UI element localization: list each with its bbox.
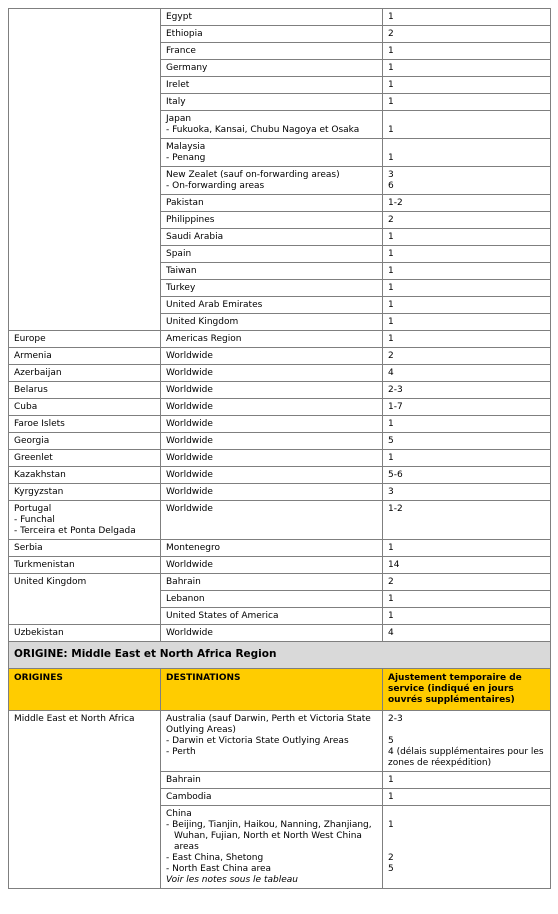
adjustment-cell bbox=[383, 365, 551, 382]
destination-cell bbox=[161, 540, 383, 557]
cell-text: 1 bbox=[388, 334, 394, 344]
cell-text: - Terceira et Ponta Delgada bbox=[14, 526, 136, 536]
destination-cell bbox=[161, 139, 383, 167]
adjustment-cell bbox=[383, 711, 551, 772]
cell-text: Bahrain bbox=[166, 577, 201, 587]
cell-text: 2 bbox=[388, 577, 394, 587]
header-adjustment: Ajustement temporaire de service (indiqué en jours ouvrés supplémentaires) bbox=[383, 669, 551, 711]
cell-text: 1 bbox=[388, 266, 394, 276]
cell-text: Cuba bbox=[14, 402, 38, 412]
header-origins: ORIGINES bbox=[9, 669, 161, 711]
cell-text: 3 bbox=[388, 170, 394, 180]
cell-text: New Zealet (sauf on-forwarding areas) bbox=[166, 170, 340, 180]
cell-text: 1 bbox=[388, 453, 394, 463]
spacer bbox=[388, 842, 545, 853]
adjustment-cell bbox=[383, 625, 551, 642]
cell-text: Worldwide bbox=[166, 504, 213, 514]
destination-cell bbox=[161, 60, 383, 77]
destination-cell bbox=[161, 608, 383, 625]
cell-text: 5 bbox=[388, 864, 394, 874]
cell-text: 1 bbox=[388, 792, 394, 802]
origin-cell bbox=[9, 540, 161, 557]
destination-cell bbox=[161, 416, 383, 433]
table-row bbox=[9, 348, 551, 365]
cell-text: 1 bbox=[388, 97, 394, 107]
cell-text: Worldwide bbox=[166, 419, 213, 429]
destination-cell bbox=[161, 246, 383, 263]
adjustment-cell bbox=[383, 212, 551, 229]
cell-text: 14 bbox=[388, 560, 400, 570]
table-row bbox=[9, 711, 551, 772]
adjustment-cell bbox=[383, 450, 551, 467]
cell-text: - Fukuoka, Kansai, Chubu Nagoya et Osaka bbox=[166, 125, 360, 135]
destination-cell bbox=[161, 263, 383, 280]
cell-text: - Darwin et Victoria State Outlying Areas bbox=[166, 736, 349, 746]
spacer bbox=[388, 809, 545, 820]
cell-text: Worldwide bbox=[166, 436, 213, 446]
cell-text: Spain bbox=[166, 249, 192, 259]
cell-text: 1 bbox=[388, 820, 394, 830]
adjustment-cell bbox=[383, 26, 551, 43]
origin-cell bbox=[9, 557, 161, 574]
cell-text: 1 bbox=[388, 63, 394, 73]
destination-cell bbox=[161, 229, 383, 246]
cell-text: 1-2 bbox=[388, 504, 403, 514]
adjustment-cell bbox=[383, 229, 551, 246]
cell-text: 1 bbox=[388, 611, 394, 621]
cell-text: 4 (délais supplémentaires pour les zones de réexpédition) bbox=[388, 747, 544, 768]
table-row bbox=[9, 450, 551, 467]
destination-cell bbox=[161, 806, 383, 889]
destination-cell bbox=[161, 94, 383, 111]
cell-text: Kazakhstan bbox=[14, 470, 66, 480]
destination-cell bbox=[161, 484, 383, 501]
cell-text: 2-3 bbox=[388, 714, 403, 724]
origin-cell bbox=[9, 625, 161, 642]
adjustment-cell bbox=[383, 297, 551, 314]
table-row bbox=[9, 382, 551, 399]
cell-text: Australia (sauf Darwin, Perth et Victoria State Outlying Areas) bbox=[166, 714, 371, 735]
adjustment-cell bbox=[383, 9, 551, 26]
cell-text: - On-forwarding areas bbox=[166, 181, 265, 191]
adjustment-cell bbox=[383, 77, 551, 94]
table-row bbox=[9, 331, 551, 348]
destination-cell bbox=[161, 26, 383, 43]
table-row bbox=[9, 557, 551, 574]
spacer bbox=[388, 725, 545, 736]
cell-text: Armenia bbox=[14, 351, 52, 361]
service-adjustment-table bbox=[8, 8, 551, 889]
cell-text: Portugal bbox=[14, 504, 52, 514]
adjustment-cell bbox=[383, 540, 551, 557]
cell-text: Uzbekistan bbox=[14, 628, 64, 638]
cell-text: 1 bbox=[388, 317, 394, 327]
cell-text: 1 bbox=[388, 125, 394, 135]
cell-text: Worldwide bbox=[166, 351, 213, 361]
origin-cell bbox=[9, 574, 161, 625]
destination-cell bbox=[161, 382, 383, 399]
adjustment-cell bbox=[383, 399, 551, 416]
cell-text: Turkmenistan bbox=[14, 560, 75, 570]
origin-cell bbox=[9, 365, 161, 382]
cell-text: Italy bbox=[166, 97, 186, 107]
adjustment-cell bbox=[383, 557, 551, 574]
cell-text: 4 bbox=[388, 368, 394, 378]
cell-text: 6 bbox=[388, 181, 394, 191]
cell-text: Germany bbox=[166, 63, 208, 73]
cell-text: Faroe Islets bbox=[14, 419, 65, 429]
cell-text: Japan bbox=[166, 114, 192, 124]
origin-cell bbox=[9, 433, 161, 450]
destination-cell bbox=[161, 501, 383, 540]
cell-text: 1 bbox=[388, 283, 394, 293]
cell-text: Egypt bbox=[166, 12, 192, 22]
cell-text: China bbox=[166, 809, 192, 819]
cell-text: 1 bbox=[388, 419, 394, 429]
cell-text: Worldwide bbox=[166, 453, 213, 463]
cell-text: Malaysia bbox=[166, 142, 206, 152]
origin-cell bbox=[9, 501, 161, 540]
cell-text: Bahrain bbox=[166, 775, 201, 785]
destination-cell bbox=[161, 9, 383, 26]
cell-text: Lebanon bbox=[166, 594, 205, 604]
cell-text: 1 bbox=[388, 543, 394, 553]
adjustment-cell bbox=[383, 416, 551, 433]
destination-cell bbox=[161, 331, 383, 348]
cell-text: France bbox=[166, 46, 196, 56]
adjustment-cell bbox=[383, 433, 551, 450]
cell-text: 3 bbox=[388, 487, 394, 497]
adjustment-cell bbox=[383, 167, 551, 195]
cell-text: Irelet bbox=[166, 80, 190, 90]
destination-cell bbox=[161, 77, 383, 94]
header-destinations: DESTINATIONS bbox=[161, 669, 383, 711]
destination-cell bbox=[161, 574, 383, 591]
cell-text: 1 bbox=[388, 80, 394, 90]
cell-text: Azerbaijan bbox=[14, 368, 62, 378]
cell-text: 1 bbox=[388, 46, 394, 56]
cell-text: Turkey bbox=[166, 283, 196, 293]
adjustment-cell bbox=[383, 263, 551, 280]
cell-text: - Penang bbox=[166, 153, 206, 163]
destination-cell bbox=[161, 297, 383, 314]
origin-cell bbox=[9, 399, 161, 416]
table-row bbox=[9, 365, 551, 382]
adjustment-cell bbox=[383, 574, 551, 591]
cell-text: - North East China area bbox=[166, 864, 272, 874]
adjustment-cell bbox=[383, 591, 551, 608]
cell-text: 2 bbox=[388, 351, 394, 361]
table-note: Voir les notes sous le tableau bbox=[166, 875, 298, 885]
cell-text: Worldwide bbox=[166, 487, 213, 497]
spacer bbox=[388, 142, 545, 153]
destination-cell bbox=[161, 433, 383, 450]
cell-text: Americas Region bbox=[166, 334, 242, 344]
origin-cell bbox=[9, 467, 161, 484]
destination-cell bbox=[161, 789, 383, 806]
cell-text: United States of America bbox=[166, 611, 279, 621]
destination-cell bbox=[161, 591, 383, 608]
cell-text: Worldwide bbox=[166, 368, 213, 378]
cell-text: 1 bbox=[388, 594, 394, 604]
adjustment-cell bbox=[383, 195, 551, 212]
adjustment-cell bbox=[383, 280, 551, 297]
cell-text: 2 bbox=[388, 215, 394, 225]
cell-text: 1 bbox=[388, 249, 394, 259]
cell-text: Worldwide bbox=[166, 470, 213, 480]
adjustment-cell bbox=[383, 331, 551, 348]
cell-text: Worldwide bbox=[166, 402, 213, 412]
destination-cell bbox=[161, 314, 383, 331]
adjustment-cell bbox=[383, 806, 551, 889]
destination-cell bbox=[161, 772, 383, 789]
cell-text: 2-3 bbox=[388, 385, 403, 395]
section-header-row bbox=[9, 642, 551, 669]
cell-text: 2 bbox=[388, 29, 394, 39]
adjustment-cell bbox=[383, 467, 551, 484]
cell-text: Georgia bbox=[14, 436, 50, 446]
table-row bbox=[9, 540, 551, 557]
cell-text: Kyrgyzstan bbox=[14, 487, 64, 497]
cell-text: United Arab Emirates bbox=[166, 300, 263, 310]
destination-cell bbox=[161, 450, 383, 467]
adjustment-cell bbox=[383, 314, 551, 331]
cell-text: 1 bbox=[388, 232, 394, 242]
origin-cell bbox=[9, 331, 161, 348]
table-row bbox=[9, 501, 551, 540]
origin-cell bbox=[9, 382, 161, 399]
cell-text: United Kingdom bbox=[14, 577, 87, 587]
destination-cell bbox=[161, 557, 383, 574]
cell-text: Middle East et North Africa bbox=[14, 714, 135, 724]
destination-cell bbox=[161, 212, 383, 229]
cell-text: - Beijing, Tianjin, Haikou, Nanning, Zhanjiang, Wuhan, Fujian, North et North West China areas bbox=[166, 820, 372, 852]
column-header-row bbox=[9, 669, 551, 711]
cell-text: Worldwide bbox=[166, 628, 213, 638]
table-row bbox=[9, 467, 551, 484]
destination-cell bbox=[161, 348, 383, 365]
adjustment-cell bbox=[383, 789, 551, 806]
adjustment-cell bbox=[383, 139, 551, 167]
cell-text: Philippines bbox=[166, 215, 215, 225]
adjustment-cell bbox=[383, 94, 551, 111]
destination-cell bbox=[161, 711, 383, 772]
cell-text: 1-2 bbox=[388, 198, 403, 208]
origin-cell bbox=[9, 484, 161, 501]
origin-cell bbox=[9, 348, 161, 365]
origin-cell-continued bbox=[9, 9, 161, 331]
destination-cell bbox=[161, 111, 383, 139]
spacer bbox=[388, 114, 545, 125]
destination-cell bbox=[161, 365, 383, 382]
adjustment-cell bbox=[383, 382, 551, 399]
cell-text: Pakistan bbox=[166, 198, 204, 208]
cell-text: Europe bbox=[14, 334, 46, 344]
cell-text: Worldwide bbox=[166, 385, 213, 395]
cell-text: Greenlet bbox=[14, 453, 53, 463]
cell-text: Taiwan bbox=[166, 266, 197, 276]
cell-text: Worldwide bbox=[166, 560, 213, 570]
destination-cell bbox=[161, 280, 383, 297]
adjustment-cell bbox=[383, 43, 551, 60]
cell-text: 1-7 bbox=[388, 402, 403, 412]
adjustment-cell bbox=[383, 246, 551, 263]
cell-text: 5 bbox=[388, 436, 394, 446]
destination-cell bbox=[161, 195, 383, 212]
adjustment-cell bbox=[383, 348, 551, 365]
spacer bbox=[388, 831, 545, 842]
table-row bbox=[9, 9, 551, 26]
table-row bbox=[9, 399, 551, 416]
cell-text: Belarus bbox=[14, 385, 48, 395]
cell-text: 2 bbox=[388, 853, 394, 863]
destination-cell bbox=[161, 399, 383, 416]
cell-text: 4 bbox=[388, 628, 394, 638]
cell-text: - East China, Shetong bbox=[166, 853, 264, 863]
section-title: ORIGINE: Middle East et North Africa Region bbox=[9, 642, 551, 669]
table-row bbox=[9, 625, 551, 642]
destination-cell bbox=[161, 43, 383, 60]
origin-cell bbox=[9, 711, 161, 889]
table-row bbox=[9, 433, 551, 450]
adjustment-cell bbox=[383, 501, 551, 540]
adjustment-cell bbox=[383, 608, 551, 625]
destination-cell bbox=[161, 467, 383, 484]
table-body bbox=[9, 9, 551, 889]
table-row bbox=[9, 484, 551, 501]
table-row bbox=[9, 574, 551, 591]
cell-text: 1 bbox=[388, 153, 394, 163]
cell-text: Montenegro bbox=[166, 543, 221, 553]
adjustment-cell bbox=[383, 484, 551, 501]
cell-text: United Kingdom bbox=[166, 317, 239, 327]
table-row bbox=[9, 416, 551, 433]
destination-cell bbox=[161, 625, 383, 642]
cell-text: - Funchal bbox=[14, 515, 55, 525]
cell-text: Serbia bbox=[14, 543, 43, 553]
origin-cell bbox=[9, 450, 161, 467]
origin-cell bbox=[9, 416, 161, 433]
adjustment-cell bbox=[383, 111, 551, 139]
adjustment-cell bbox=[383, 60, 551, 77]
cell-text: 1 bbox=[388, 12, 394, 22]
cell-text: Ethiopia bbox=[166, 29, 203, 39]
cell-text: 5-6 bbox=[388, 470, 403, 480]
cell-text: Cambodia bbox=[166, 792, 212, 802]
cell-text: 5 bbox=[388, 736, 394, 746]
cell-text: 1 bbox=[388, 300, 394, 310]
cell-text: Saudi Arabia bbox=[166, 232, 224, 242]
cell-text: - Perth bbox=[166, 747, 196, 757]
destination-cell bbox=[161, 167, 383, 195]
cell-text: 1 bbox=[388, 775, 394, 785]
adjustment-cell bbox=[383, 772, 551, 789]
